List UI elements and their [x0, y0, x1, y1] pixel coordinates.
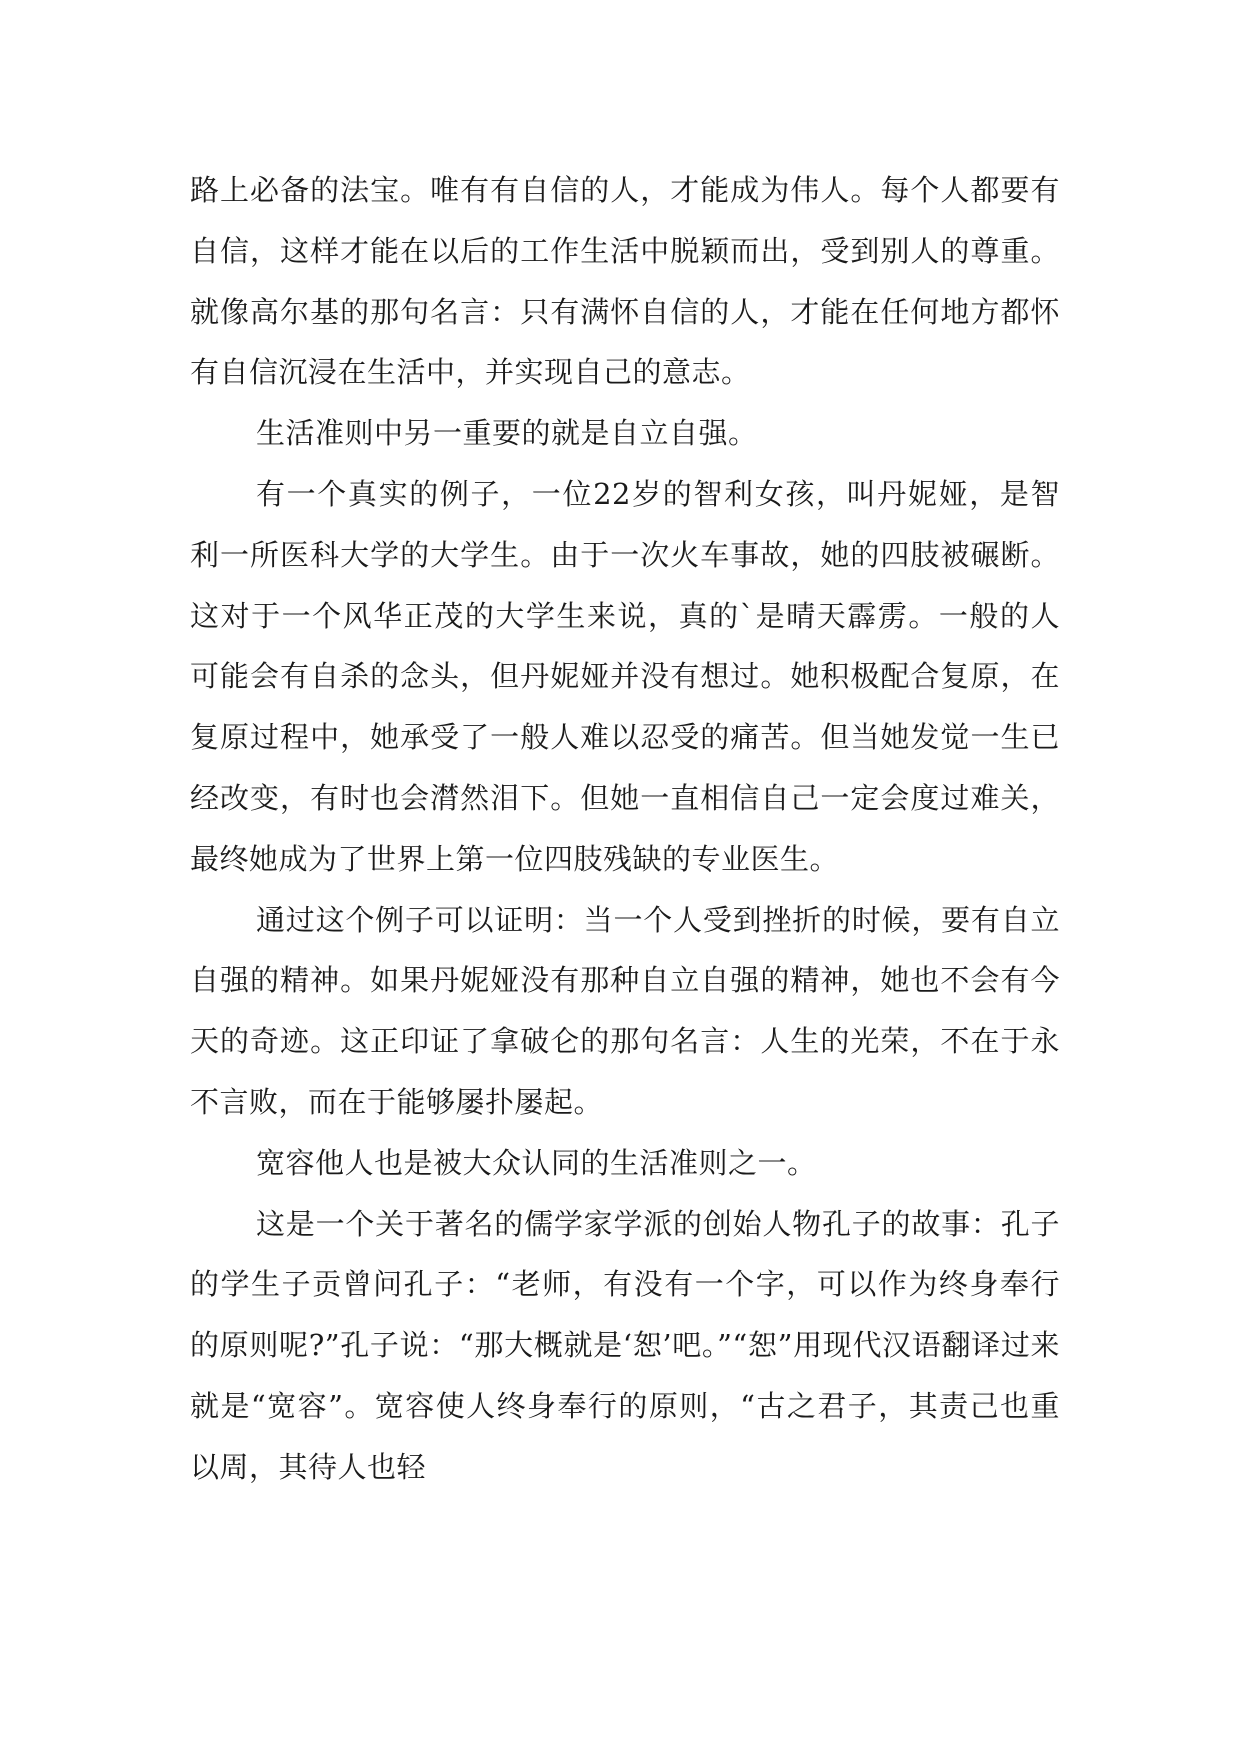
paragraph-tolerance-heading: 宽容他人也是被大众认同的生活准则之一。 [256, 1145, 817, 1180]
document-body [190, 160, 1060, 1498]
paragraph-example-story: 有一个真实的例子，一位22岁的智利女孩，叫丹妮娅，是智利一所医科大学的大学生。由于一次火车事故，她的四肢被碾断。这对于一个风华正茂的大学生来说，真的`是晴天霹雳。一般的人可能会有自杀的念头，但丹妮娅并没有想过。她积极配合复原，在复原过程中，她承受了一般人难以忍受的痛苦。但当她发觉一生已经改变，有时也会潸然泪下。但她一直相信自己一定会度过难关，最终她成为了世界上第一位四肢残缺的专业医生。 [190, 476, 1060, 876]
paragraph-continuation: 路上必备的法宝。唯有有自信的人，才能成为伟人。每个人都要有自信，这样才能在以后的工作生活中脱颖而出，受到别人的尊重。就像高尔基的那句名言：只有满怀自信的人，才能在任何地方都怀有自信沉浸在生活中，并实现自己的意志。 [190, 173, 1060, 390]
paragraph-example-conclusion: 通过这个例子可以证明：当一个人受到挫折的时候，要有自立自强的精神。如果丹妮娅没有那种自立自强的精神，她也不会有今天的奇迹。这正印证了拿破仑的那句名言：人生的光荣，不在于永不言败，而在于能够屡扑屡起。 [190, 902, 1060, 1119]
paragraph-confucius-story: 这是一个关于著名的儒学家学派的创始人物孔子的故事：孔子的学生子贡曾问孔子：“老师，有没有一个字，可以作为终身奉行的原则呢?”孔子说：“那大概就是‘恕’吧。”“恕”用现代汉语翻译过来就是“宽容”。宽容使人终身奉行的原则，“古之君子，其责己也重以周，其待人也轻 [190, 1206, 1060, 1484]
paragraph-self-reliance-heading: 生活准则中另一重要的就是自立自强。 [256, 416, 758, 451]
